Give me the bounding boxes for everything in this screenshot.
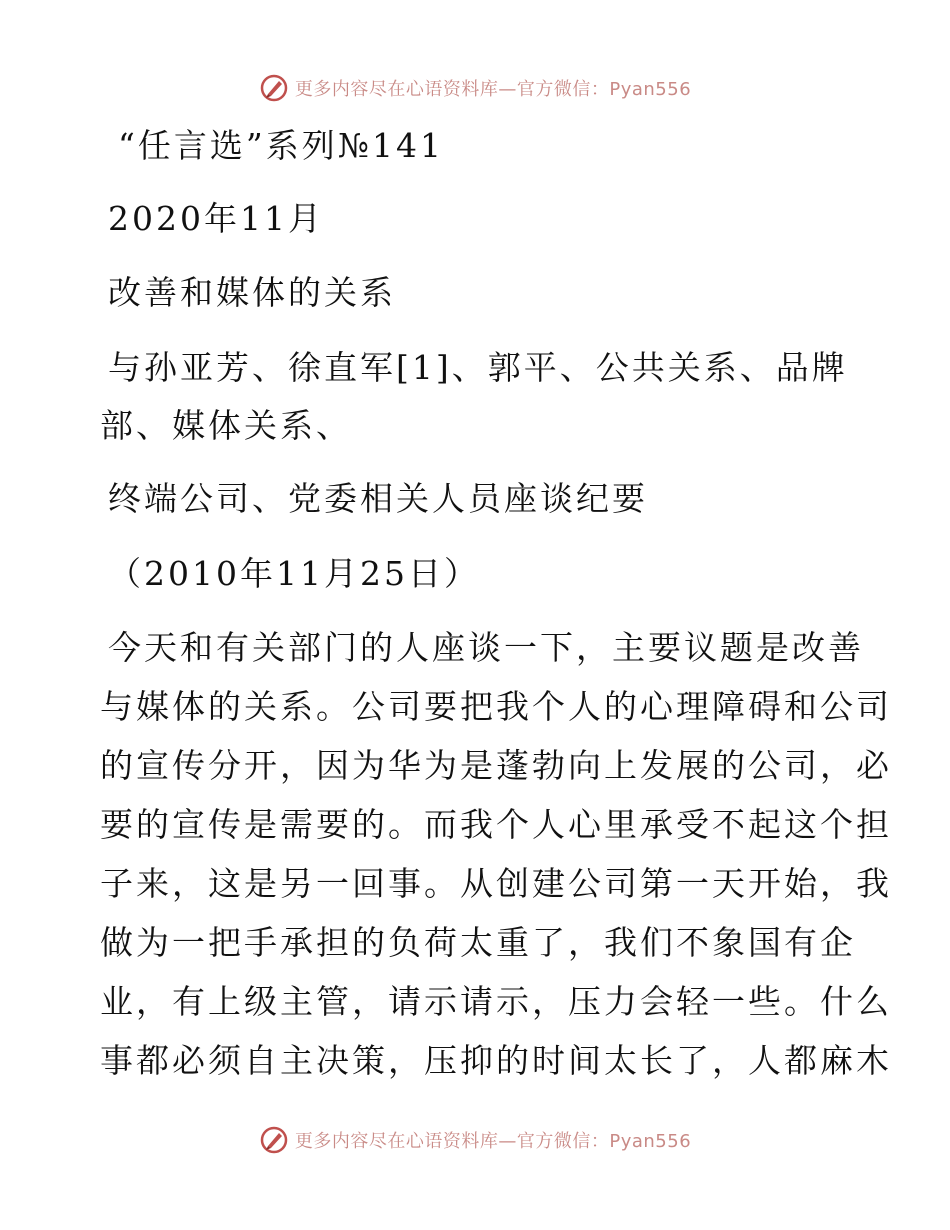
red-pen-logo-icon bbox=[259, 73, 289, 103]
document-title: 改善和媒体的关系 bbox=[108, 273, 396, 312]
attendees-line-1: 与孙亚芳、徐直军[1]、郭平、公共关系、品牌 bbox=[108, 348, 848, 387]
attendees-line-2: 部、媒体关系、 bbox=[100, 406, 352, 445]
document-date: 2020年11月 bbox=[108, 199, 324, 238]
body-line: 事都必须自主决策，压抑的时间太长了，人都麻木 bbox=[100, 1041, 892, 1080]
watermark-group bbox=[259, 73, 691, 103]
body-line: 业，有上级主管，请示请示，压力会轻一些。什么 bbox=[100, 982, 892, 1021]
footer-watermark bbox=[0, 1120, 950, 1160]
body-line: 子来，这是另一回事。从创建公司第一天开始，我 bbox=[100, 864, 892, 903]
body-line: 做为一把手承担的负荷太重了，我们不象国有企 bbox=[100, 923, 856, 962]
watermark-text: 更多内容尽在心语资料库—官方微信：Pyan556 bbox=[294, 79, 692, 100]
attendees-line-3: 终端公司、党委相关人员座谈纪要 bbox=[108, 479, 648, 518]
body-line: 今天和有关部门的人座谈一下，主要议题是改善 bbox=[108, 628, 864, 667]
watermark-text: 更多内容尽在心语资料库—官方微信：Pyan556 bbox=[294, 1131, 692, 1152]
watermark-group bbox=[259, 1125, 691, 1155]
body-line: 的宣传分开，因为华为是蓬勃向上发展的公司，必 bbox=[100, 746, 892, 785]
red-pen-logo-icon bbox=[259, 1125, 289, 1155]
body-line: 要的宣传是需要的。而我个人心里承受不起这个担 bbox=[100, 805, 892, 844]
body-line: 与媒体的关系。公司要把我个人的心理障碍和公司 bbox=[100, 687, 892, 726]
series-label: “任言选”系列№141 bbox=[118, 126, 444, 165]
header-watermark bbox=[0, 68, 950, 108]
meeting-date: （2010年11月25日） bbox=[108, 554, 480, 593]
